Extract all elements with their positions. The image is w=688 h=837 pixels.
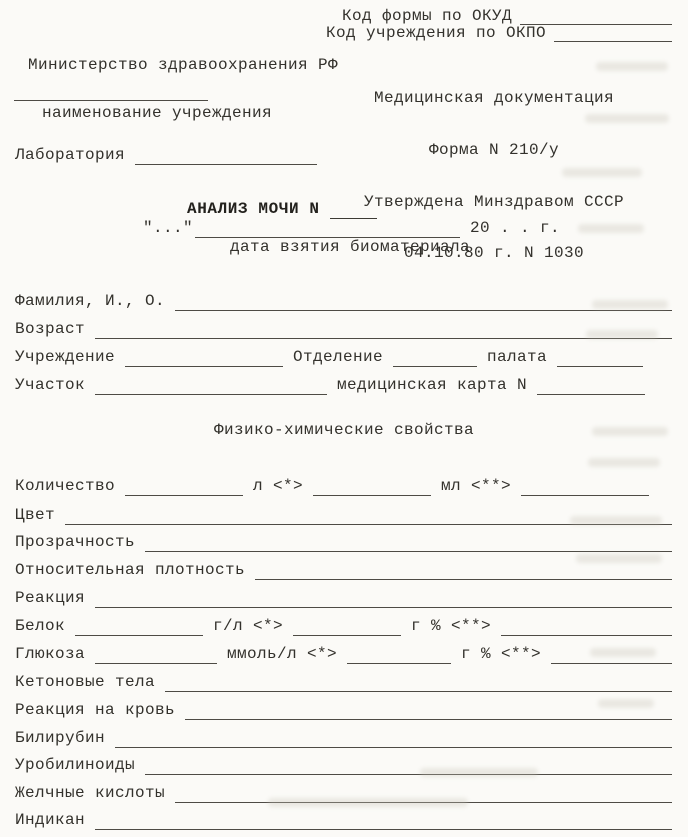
bleed-through-smudge (268, 798, 468, 807)
bleed-through-smudge (586, 330, 658, 339)
urobilinoids-label: Уробилиноиды (15, 756, 136, 774)
date-year-suffix: 20 . . г. (470, 219, 561, 237)
age-label: Возраст (15, 320, 86, 338)
doc-type-line: Медицинская документация (373, 89, 615, 108)
relative-density-label: Относительная плотность (15, 561, 246, 579)
glucose-unit-mmoll: ммоль/л <*> (227, 645, 338, 663)
transparency-blank-line (145, 538, 672, 552)
quantity-l-blank-line (125, 482, 243, 496)
institution-row (15, 348, 643, 367)
department-label: Отделение (293, 348, 384, 366)
glucose-unit-gpct: г % <**> (461, 645, 542, 663)
date-blank-line (195, 224, 460, 238)
quantity-label: Количество (15, 477, 116, 495)
bleed-through-smudge (598, 699, 654, 708)
glucose-label: Глюкоза (15, 645, 86, 663)
bleed-through-smudge (570, 516, 662, 525)
bleed-through-smudge (578, 224, 644, 233)
protein-unit-gpct: г % <**> (411, 617, 492, 635)
quantity-extra-blank-line (521, 482, 649, 496)
section-title: Физико-химические свойства (213, 421, 475, 439)
reaction-blank-line (95, 594, 672, 608)
relative-density-blank-line (255, 566, 672, 580)
okpo-code-line (326, 25, 672, 42)
analysis-number-blank-line (330, 205, 377, 219)
age-row (15, 320, 672, 339)
bile-acids-label: Желчные кислоты (15, 784, 166, 802)
quantity-ml-blank-line (313, 482, 431, 496)
patient-name-label: Фамилия, И., О. (15, 292, 166, 310)
quantity-unit-l: л <*> (253, 477, 304, 495)
ketone-bodies-label: Кетоновые тела (15, 673, 156, 691)
laboratory-label: Лаборатория (15, 146, 126, 164)
codes-block (326, 8, 672, 42)
reaction-row (15, 589, 672, 608)
institution-label: Учреждение (15, 348, 116, 366)
ketone-bodies-blank-line (165, 678, 672, 692)
relative-density-row (15, 561, 672, 580)
date-row (143, 219, 560, 238)
form-title-row (187, 199, 377, 219)
medical-card-label: медицинская карта N (337, 376, 528, 394)
transparency-label: Прозрачность (15, 533, 136, 551)
urobilinoids-row (15, 756, 672, 775)
bleed-through-smudge (592, 427, 668, 436)
indican-label: Индикан (15, 811, 86, 829)
bleed-through-smudge (562, 168, 642, 177)
protein-label: Белок (15, 617, 66, 635)
district-row (15, 376, 645, 395)
ward-label: палата (487, 348, 548, 366)
institution-name-caption: наименование учреждения (42, 104, 273, 122)
ketone-bodies-row (15, 673, 672, 692)
bleed-through-smudge (592, 300, 668, 309)
ministry-name: Министерство здравоохранения РФ (28, 56, 339, 74)
quantity-row (15, 477, 649, 496)
approval-date-line: 04.10.80 г. N 1030 (403, 244, 585, 263)
urobilinoids-blank-line (145, 761, 672, 775)
okud-label: Код формы по ОКУД (341, 7, 512, 25)
color-label: Цвет (15, 506, 56, 524)
institution-blank-line (125, 353, 283, 367)
bleed-through-smudge (596, 62, 668, 71)
bleed-through-smudge (585, 114, 669, 123)
okud-code-line (326, 8, 672, 25)
bilirubin-row (15, 729, 672, 748)
laboratory-row (15, 146, 317, 165)
date-quotes-prefix: "..." (143, 219, 194, 237)
indican-row (15, 811, 672, 830)
form-number-line: Форма N 210/у (428, 141, 560, 160)
bleed-through-smudge (576, 554, 662, 563)
bleed-through-smudge (420, 768, 538, 777)
glucose-gpct-blank-line (347, 650, 451, 664)
laboratory-blank-line (135, 151, 317, 165)
glucose-row (15, 645, 672, 664)
blood-reaction-label: Реакция на кровь (15, 701, 176, 719)
protein-gl-blank-line (75, 622, 203, 636)
ward-blank-line (557, 353, 643, 367)
indican-blank-line (95, 816, 672, 830)
patient-name-row (15, 292, 672, 311)
quantity-unit-ml: мл <**> (441, 477, 512, 495)
glucose-mmoll-blank-line (95, 650, 217, 664)
bilirubin-blank-line (115, 734, 672, 748)
district-label: Участок (15, 376, 86, 394)
protein-extra-blank-line (501, 622, 672, 636)
bilirubin-label: Билирубин (15, 729, 106, 747)
approved-by-line: Утверждена Минздравом СССР (363, 192, 625, 211)
blood-reaction-row (15, 701, 672, 720)
form-title: АНАЛИЗ МОЧИ N (187, 200, 320, 218)
okpo-blank-line (554, 29, 672, 42)
reaction-label: Реакция (15, 589, 86, 607)
protein-row (15, 617, 672, 636)
protein-gpct-blank-line (293, 622, 401, 636)
okpo-label: Код учреждения по ОКПО (325, 24, 546, 42)
medical-card-blank-line (537, 381, 645, 395)
bleed-through-smudge (590, 648, 656, 657)
blood-reaction-blank-line (185, 706, 672, 720)
institution-name-blank-line (14, 88, 208, 101)
district-blank-line (95, 381, 327, 395)
bleed-through-smudge (588, 458, 660, 467)
protein-unit-gl: г/л <*> (213, 617, 284, 635)
department-blank-line (393, 353, 477, 367)
transparency-row (15, 533, 672, 552)
date-caption: дата взятия биоматериала (230, 238, 471, 256)
